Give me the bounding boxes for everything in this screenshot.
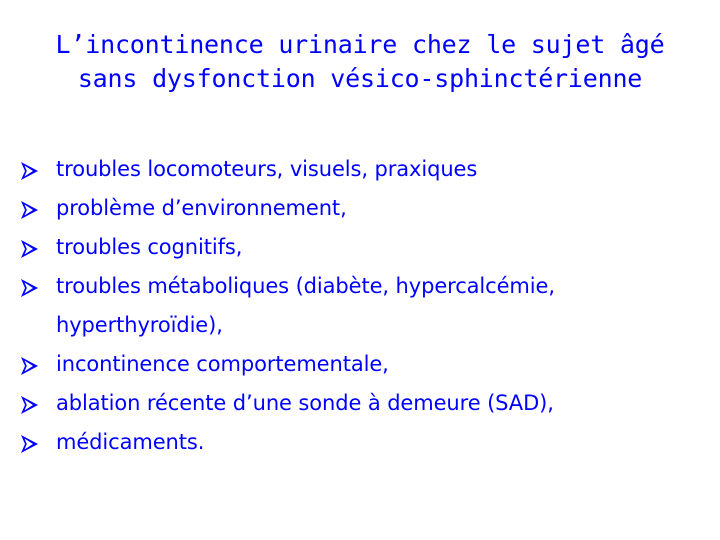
arrowhead-bullet-icon — [18, 384, 52, 423]
arrowhead-bullet-icon — [18, 267, 52, 306]
bullet-text-line: troubles locomoteurs, visuels, praxiques — [56, 157, 478, 181]
arrowhead-bullet-glyph — [20, 395, 40, 415]
arrowhead-bullet-glyph — [20, 239, 40, 259]
bullet-item — [18, 267, 708, 345]
arrowhead-bullet-icon — [18, 345, 52, 384]
bullet-item — [18, 189, 708, 228]
bullet-text-line: problème d’environnement, — [56, 196, 347, 220]
bullet-text-line: troubles métaboliques (diabète, hypercalcémie, — [56, 274, 555, 298]
slide-title — [0, 28, 720, 96]
bullet-text-line: incontinence comportementale, — [56, 352, 389, 376]
arrowhead-bullet-icon — [18, 228, 52, 267]
arrowhead-bullet-glyph — [20, 200, 40, 220]
bullet-item — [18, 423, 708, 462]
bullet-list — [18, 150, 708, 462]
title-line-2: sans dysfonction vésico-sphinctérienne — [77, 64, 643, 93]
arrowhead-bullet-glyph — [20, 356, 40, 376]
arrowhead-bullet-icon — [18, 189, 52, 228]
bullet-item — [18, 228, 708, 267]
arrowhead-bullet-icon — [18, 150, 52, 189]
arrowhead-bullet-icon — [18, 423, 52, 462]
bullet-item — [18, 384, 708, 423]
arrowhead-bullet-glyph — [20, 434, 40, 454]
bullet-text-line: médicaments. — [56, 430, 205, 454]
bullet-text-line: troubles cognitifs, — [56, 235, 243, 259]
arrowhead-bullet-glyph — [20, 161, 40, 181]
bullet-text-line: hyperthyroïdie), — [56, 313, 223, 337]
bullet-item — [18, 150, 708, 189]
arrowhead-bullet-glyph — [20, 278, 40, 298]
title-line-1: L’incontinence urinaire chez le sujet âgé — [55, 30, 665, 59]
bullet-item — [18, 345, 708, 384]
bullet-text-line: ablation récente d’une sonde à demeure (SAD), — [56, 391, 554, 415]
